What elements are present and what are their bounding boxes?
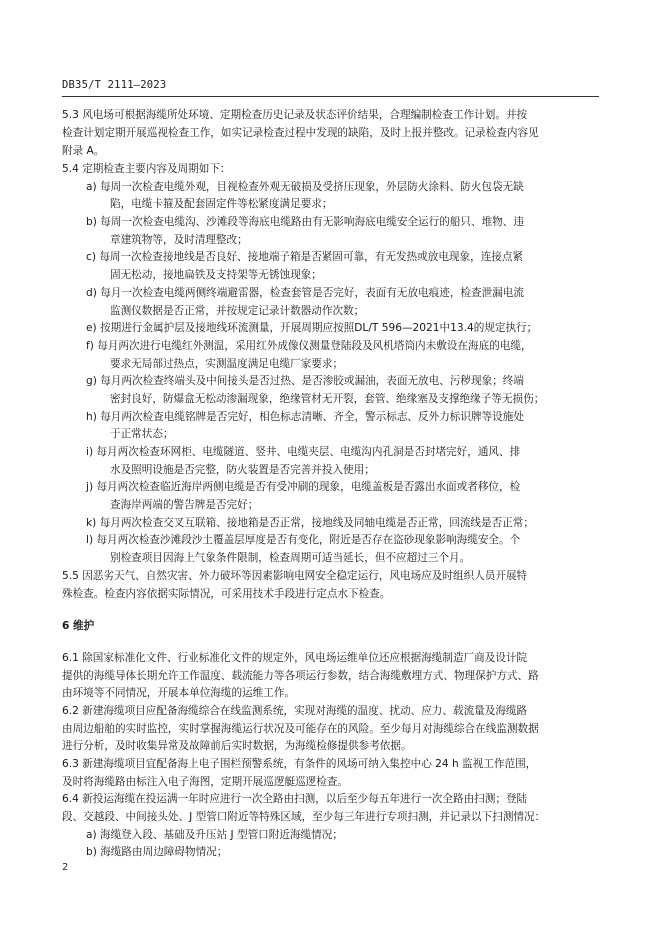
clause-5-3-line-3: 附录 A。 (62, 145, 105, 157)
clause-5-4-title: 5.4 定期检查主要内容及周期如下： (62, 163, 231, 175)
clause-6-2-line-2: 由周边船舶的实时监控，实时掌握海缆运行状况及可能存在的风险。至少每月对海缆综合在线监测数据 (62, 723, 539, 735)
section-6-title: 6 维护 (62, 620, 95, 632)
item-f-line-2: 要求无局部过热点，实测温度满足电缆厂家要求； (110, 358, 344, 370)
item-b-line-1: b) 每周一次检查电缆沟、沙滩段等海底电缆路由有无影响海底电缆安全运行的船只、堆物、违 (86, 216, 524, 228)
item-a-line-1: a) 每周一次检查电缆外观，目视检查外观无破损及受挤压现象，外层防火涂料、防火包袋无缺 (86, 181, 524, 193)
clause-6-1-line-3: 由环境等不同情况，开展本单位海缆的运维工作。 (62, 687, 296, 699)
clause-5-3-line-2: 检查计划定期开展巡视检查工作，如实记录检查过程中发现的缺陷，及时上报并整改。记录检查内容见 (62, 127, 539, 139)
clause-6-1-line-2: 提供的海缆导体长期允许工作温度、载流能力等各项运行参数，结合海缆敷埋方式、物理保护方式、路 (62, 670, 539, 682)
clause-6-4-line-1: 6.4 新投运海缆在投运满一年时应进行一次全路由扫测，以后至少每五年进行一次全路由扫测；登陆 (62, 793, 528, 805)
clause-6-4-item-a: a) 海缆登入段、基础及升压站 J 型管口附近海缆情况； (86, 829, 343, 841)
item-d-line-1: d) 每月一次检查电缆两侧终端避雷器，检查套管是否完好，表面有无放电痕迹，检查泄漏电流 (86, 287, 524, 299)
item-i-line-2: 水及照明设施是否完整，防火装置是否完善并投入使用； (110, 464, 375, 476)
clause-6-2-line-1: 6.2 新建海缆项目应配备海缆综合在线监测系统，实现对海缆的温度、扰动、应力、载流量及海缆路 (62, 705, 528, 717)
item-c-line-1: c) 每周一次检查接地线是否良好、接地端子箱是否紧固可靠，有无发热或放电现象，连接点紧 (86, 251, 524, 263)
clause-6-3-line-2: 及时将海缆路由标注入电子海图，定期开展巡逻艇巡逻检查。 (62, 776, 349, 788)
item-d-line-2: 监测仪数据是否正常，并按规定记录计数器动作次数； (110, 305, 365, 317)
item-g-line-2: 密封良好，防爆盒无松动渗漏现象，绝缘管材无开裂，套管、绝缘塞及支撑绝缘子等无损伤； (110, 393, 545, 405)
standard-number-header: DB35/T 2111—2023 (62, 79, 167, 91)
item-k-line-1: k) 每月两次检查交叉互联箱、接地箱是否正常，接地线及同轴电缆是否正常，回流线是否正常； (86, 517, 534, 529)
page-number: 2 (62, 862, 69, 873)
clause-6-3-line-1: 6.3 新建海缆项目宜配备海上电子围栏预警系统，有条件的风场可纳入集控中心 24 h 监视工作范围， (62, 758, 537, 770)
clause-5-5-line-2: 殊检查。检查内容依据实际情况，可采用技术手段进行定点水下检查。 (62, 588, 391, 600)
item-h-line-2: 于正常状态； (110, 428, 174, 440)
item-j-line-1: j) 每月两次检查临近海岸两侧电缆是否有受冲刷的现象，电缆盖板是否露出水面或者移位，检 (86, 481, 521, 493)
item-l-line-1: l) 每月两次检查沙滩段沙土覆盖层厚度是否有变化，附近是否存在盗砂现象影响海缆安全。个 (86, 534, 521, 546)
header-rule (62, 96, 599, 97)
clause-6-4-line-2: 段、交越段、中间接头处、J 型管口附近等特殊区域，至少每三年进行专项扫测，并记录以下扫测情况： (62, 811, 546, 823)
clause-6-4-item-b: b) 海缆路由周边障碍物情况； (86, 846, 228, 858)
item-h-line-1: h) 每月两次检查电缆铭牌是否完好，相色标志清晰、齐全，警示标志、反外力标识牌等设施处 (86, 411, 524, 423)
clause-6-2-line-3: 进行分析，及时收集异常及故障前后实时数据，为海缆检修提供参考依据。 (62, 740, 412, 752)
clause-5-3-line-1: 5.3 风电场可根据海缆所处环境、定期检查历史记录及状态评价结果，合理编制检查工作计划。并按 (62, 109, 528, 121)
item-b-line-2: 章建筑物等，及时清理整改； (110, 234, 248, 246)
item-a-line-2: 陷，电缆卡箍及配套固定件等松紧度满足要求； (110, 198, 333, 210)
item-j-line-2: 查海岸两端的警告牌是否完好； (110, 499, 259, 511)
item-g-line-1: g) 每月两次检查终端头及中间接头是否过热、是否渗胶或漏油，表面无放电、污秽现象；终端 (86, 375, 524, 387)
item-l-line-2: 别检查项目因海上气象条件限制，检查周期可适当延长，但不应超过三个月。 (110, 552, 471, 564)
item-c-line-2: 固无松动，接地扁铁及支持架等无锈蚀现象； (110, 269, 322, 281)
item-i-line-1: i) 每月两次检查环网柜、电缆隧道、竖井、电缆夹层、电缆沟内孔洞是否封堵完好，通风、排 (86, 446, 521, 458)
item-f-line-1: f) 每月两次进行电缆红外测温，采用红外成像仪测量登陆段及风机塔筒内未敷设在海底的电缆， (86, 340, 532, 352)
clause-6-1-line-1: 6.1 除国家标准化文件、行业标准化文件的规定外，风电场运维单位还应根据海缆制造厂商及设计院 (62, 652, 528, 664)
clause-5-5-line-1: 5.5 因恶劣天气、自然灾害、外力破坏等因素影响电网安全稳定运行，风电场应及时组织人员开展特 (62, 570, 528, 582)
item-e-line-1: e) 按期进行金属护层及接地线环流测量，开展周期应按照DL/T 596—2021中13.4的规定执行； (86, 322, 538, 334)
